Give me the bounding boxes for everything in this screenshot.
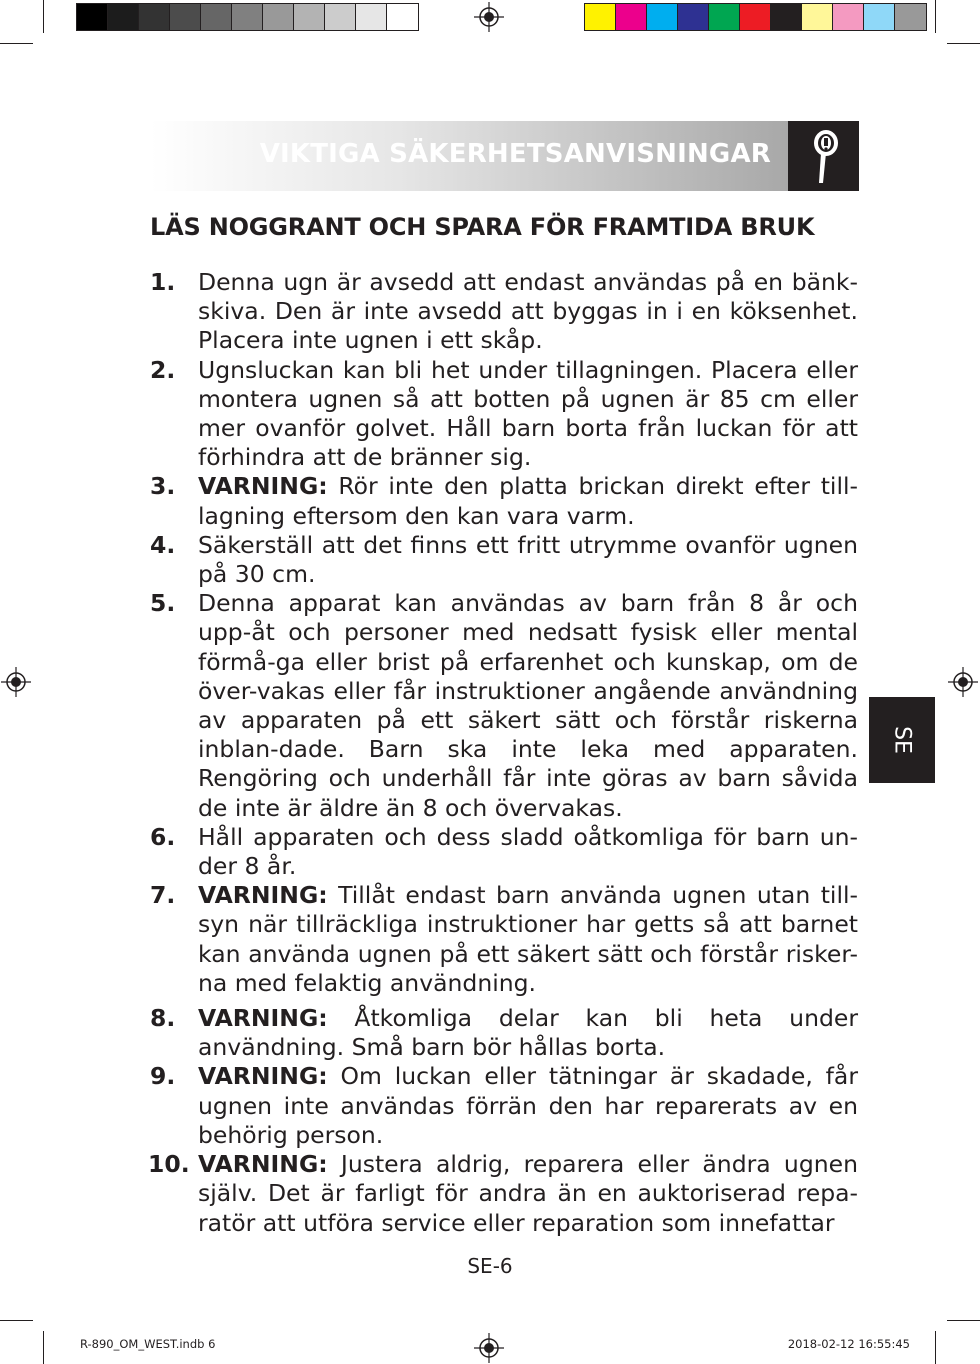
item-number: 3. <box>150 472 176 501</box>
language-tab <box>869 697 935 783</box>
registration-mark-icon <box>474 2 504 32</box>
color-swatch <box>616 4 647 30</box>
item-text: Åtkomliga delar kan bli heta under användning. Små barn bör hållas borta. <box>198 1004 858 1062</box>
item-text: Justera aldrig, reparera eller ändra ugnen själv. Det är farligt för andra än en auktoriserad repa-ratör att utföra service eller reparation som innefattar <box>198 1150 858 1237</box>
item-warning-label: VARNING: <box>198 881 328 910</box>
item-number: 1. <box>150 268 176 296</box>
item-text: Håll apparaten och dess sladd oåtkomliga för barn un-der 8 år. <box>198 822 858 881</box>
color-bar <box>584 3 927 31</box>
color-swatch <box>263 4 294 30</box>
item-text: Säkerställ att det finns ett fritt utrymme ovanför ugnen på 30 cm. <box>198 530 858 589</box>
item-text: Denna apparat kan användas av barn från 8 år och upp-åt och personer med nedsatt fysisk eller mental förmå-ga eller brist på erfarenhet och kunskap, om de över-vakas eller får instruktioner angående användning av apparaten på ett säkert sätt och förstår riskerna inblan-dade. Barn ska inte leka med apparaten. Rengöring och underhåll får inte göras av barn såvida de inte är äldre än 8 och övervakas. <box>198 589 858 822</box>
item-warning-label: VARNING: <box>198 1004 328 1033</box>
list-item <box>150 268 858 356</box>
language-tab-label: SE <box>889 726 915 754</box>
color-swatch <box>709 4 740 30</box>
item-warning-label: VARNING: <box>198 1062 328 1091</box>
list-item <box>150 1150 858 1238</box>
crop-mark <box>43 0 44 33</box>
grayscale-bar <box>76 3 419 31</box>
list-item <box>150 881 858 998</box>
color-swatch <box>108 4 139 30</box>
crop-mark <box>935 0 936 33</box>
item-number: 2. <box>150 355 176 384</box>
item-warning-label: VARNING: <box>198 472 328 501</box>
crop-mark <box>0 43 33 44</box>
item-number: 9. <box>150 1062 176 1091</box>
list-item <box>150 823 858 881</box>
crop-mark <box>43 1331 44 1364</box>
section-header <box>150 121 859 191</box>
color-swatch <box>77 4 108 30</box>
color-swatch <box>833 4 864 30</box>
item-number: 4. <box>150 530 176 559</box>
item-number: 5. <box>150 589 176 618</box>
item-text: Tillåt endast barn använda ugnen utan till-syn när tillräckliga instruktioner har getts så att barnet kan använda ugnen på ett säkert sätt och förstår risker-na med felaktig användning. <box>198 881 858 997</box>
color-swatch <box>170 4 201 30</box>
item-text: Ugnsluckan kan bli het under tillagningen. Placera eller montera ugnen så att botten på ugnen är 85 cm eller mer ovanför golvet. Håll barn borta från luckan för att förhindra att de bränner sig. <box>198 355 858 472</box>
crop-mark <box>0 1320 33 1321</box>
footer-filename: R-890_OM_WEST.indb 6 <box>80 1337 216 1351</box>
color-swatch <box>232 4 263 30</box>
color-swatch <box>895 4 926 30</box>
list-item <box>150 472 858 530</box>
color-swatch <box>356 4 387 30</box>
registration-mark-icon <box>474 1333 504 1363</box>
color-swatch <box>201 4 232 30</box>
document-subtitle: LÄS NOGGRANT OCH SPARA FÖR FRAMTIDA BRUK <box>150 213 815 241</box>
color-swatch <box>387 4 418 30</box>
color-swatch <box>740 4 771 30</box>
item-text: Om luckan eller tätningar är skadade, får ugnen inte användas förrän den har reparerats av en behörig person. <box>198 1062 858 1149</box>
list-item <box>150 589 858 823</box>
item-number: 6. <box>150 822 176 851</box>
crop-mark <box>935 1331 936 1364</box>
color-swatch <box>325 4 356 30</box>
color-swatch <box>585 4 616 30</box>
section-title: VIKTIGA SÄKERHETSANVISNINGAR <box>259 139 771 169</box>
registration-mark-icon <box>1 667 31 697</box>
item-warning-label: VARNING: <box>198 1150 328 1179</box>
color-swatch <box>771 4 802 30</box>
footer-timestamp: 2018-02-12 16:55:45 <box>787 1337 910 1351</box>
color-swatch <box>294 4 325 30</box>
list-item <box>150 1062 858 1150</box>
crop-mark <box>947 1320 980 1321</box>
list-item <box>150 1004 858 1062</box>
color-swatch <box>647 4 678 30</box>
list-item <box>150 531 858 589</box>
list-item <box>150 356 858 473</box>
color-swatch <box>864 4 895 30</box>
registration-mark-icon <box>948 667 978 697</box>
warning-icon <box>788 121 859 191</box>
color-swatch <box>139 4 170 30</box>
color-swatch <box>802 4 833 30</box>
item-number: 8. <box>150 1004 176 1033</box>
safety-instructions-list <box>150 268 858 1238</box>
color-swatch <box>678 4 709 30</box>
page-number: SE-6 <box>467 1254 513 1278</box>
item-text: Denna ugn är avsedd att endast användas på en bänk-skiva. Den är inte avsedd att byggas in i en köksenhet. Placera inte ugnen i ett skåp. <box>198 268 858 355</box>
item-number: 7. <box>150 881 176 910</box>
item-number: 10. <box>148 1150 190 1179</box>
item-text: Rör inte den platta brickan direkt efter till-lagning eftersom den kan vara varm. <box>198 472 858 530</box>
crop-mark <box>947 43 980 44</box>
